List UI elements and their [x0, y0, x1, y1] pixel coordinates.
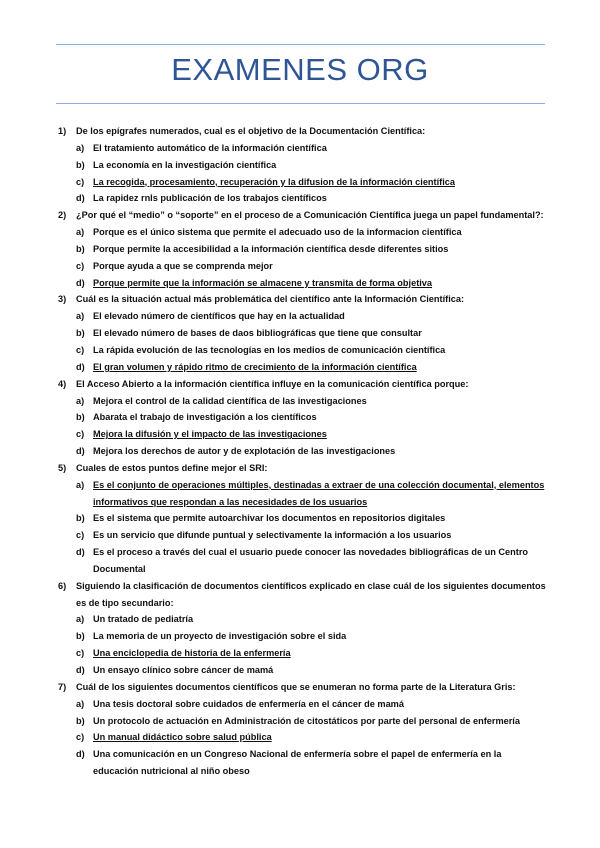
option-letter: c) — [76, 732, 85, 743]
option-letter: d) — [76, 277, 85, 288]
option — [76, 696, 548, 713]
option-text: Un tratado de pediatría — [93, 614, 194, 625]
question — [58, 291, 548, 308]
question-number: 5) — [58, 462, 67, 473]
option-text: Un ensayo clínico sobre cáncer de mamá — [93, 665, 274, 675]
option — [76, 325, 548, 342]
option-letter: a) — [76, 479, 85, 490]
option-text: La recogida, procesamiento, recuperación y la difusion de la información científica — [93, 176, 455, 187]
top-rule — [56, 44, 545, 45]
option-letter: b) — [76, 513, 85, 524]
question-text: De los epígrafes numerados, cual es el objetivo de la Documentación Científica: — [76, 126, 426, 136]
question-text: Cuál es la situación actual más problemática del científico ante la Información Científica: — [76, 294, 465, 305]
option-text: El tratamiento automático de la información científica — [93, 142, 327, 153]
option — [76, 393, 548, 410]
question — [58, 679, 548, 696]
option — [76, 190, 548, 207]
option — [76, 611, 548, 628]
option — [76, 342, 548, 359]
option-text: Mejora los derechos de autor y de explotación de las investigaciones — [93, 446, 396, 457]
option-text: Porque permite que la información se almacene y transmita de forma objetiva — [93, 277, 433, 288]
question — [58, 578, 548, 612]
option-text: La rápida evolución de las tecnologías en los medios de comunicación científica — [93, 344, 446, 355]
option-letter: a) — [76, 311, 85, 322]
question-number: 2) — [58, 210, 67, 221]
option-text: El elevado número de bases de daos bibliográficas que tiene que consultar — [93, 328, 422, 339]
option — [76, 224, 548, 241]
option-text: Porque es el único sistema que permite el adecuado uso de la informacion científica — [93, 227, 462, 238]
option-letter: b) — [76, 715, 85, 726]
option-letter: d) — [76, 547, 85, 558]
option-text: La economía en la investigación científica — [93, 159, 277, 170]
option-letter: b) — [76, 412, 85, 423]
option-letter: a) — [76, 395, 85, 406]
option-letter: d) — [76, 749, 85, 760]
title-rule — [56, 103, 545, 104]
option — [76, 746, 548, 780]
option — [76, 662, 548, 679]
option-correct — [76, 426, 548, 443]
question-number: 4) — [58, 378, 67, 389]
question — [58, 460, 548, 477]
option-correct — [76, 729, 548, 746]
option-letter: a) — [76, 698, 85, 709]
option-text: Porque ayuda a que se comprenda mejor — [93, 260, 273, 271]
question — [58, 376, 548, 393]
question-text: Siguiendo la clasificación de documentos científicos explicado en clase cuál de los siguientes documentos es de tipo secundario: — [76, 580, 546, 608]
option-letter: a) — [76, 227, 85, 238]
option-text: Porque permite la accesibilidad a la información científica desde diferentes sitios — [93, 243, 449, 254]
question — [58, 123, 548, 140]
option — [76, 140, 548, 157]
option-letter: a) — [76, 614, 85, 625]
option-letter: c) — [76, 429, 85, 440]
option-letter: d) — [76, 361, 85, 372]
option-letter: d) — [76, 193, 85, 204]
option-text: Es el sistema que permite autoarchivar los documentos en repositorios digitales — [93, 513, 446, 524]
option-letter: d) — [76, 665, 85, 675]
option-letter: c) — [76, 260, 85, 271]
question-number: 3) — [58, 294, 67, 305]
option-text: Una enciclopedia de historia de la enfermería — [93, 648, 291, 659]
option-text: Es el proceso a través del cual el usuario puede conocer las novedades bibliográficas de un Centro Documental — [93, 547, 529, 574]
option — [76, 443, 548, 460]
option-correct — [76, 359, 548, 376]
option-text: Mejora la difusión y el impacto de las investigaciones — [93, 429, 327, 440]
option — [76, 308, 548, 325]
question — [58, 207, 548, 224]
option-text: Abarata el trabajo de investigación a los científicos — [93, 412, 317, 423]
option — [76, 713, 548, 730]
option-letter: d) — [76, 446, 85, 457]
option-letter: c) — [76, 344, 85, 355]
option — [76, 628, 548, 645]
option-letter: b) — [76, 631, 85, 642]
option-text: Es un servicio que difunde puntual y selectivamente la información a los usuarios — [93, 530, 452, 541]
question-text: Cuales de estos puntos define mejor el SRI: — [76, 462, 268, 473]
option — [76, 241, 548, 258]
option-text: La rapidez rnls publicación de los trabajos científicos — [93, 193, 327, 204]
option-text: El gran volumen y rápido ritmo de crecimiento de la información científica — [93, 361, 417, 372]
question-list — [58, 123, 548, 780]
question-number: 6) — [58, 580, 67, 591]
option-correct — [76, 174, 548, 191]
option-letter: c) — [76, 176, 85, 187]
option — [76, 510, 548, 527]
question-text: El Acceso Abierto a la información científica influye en la comunicación científica porque: — [76, 378, 469, 389]
option-text: El elevado número de científicos que hay en la actualidad — [93, 311, 345, 322]
option — [76, 544, 548, 578]
question-number: 7) — [58, 681, 67, 692]
option — [76, 527, 548, 544]
document-title: EXAMENES ORG — [171, 52, 429, 87]
option-text: Es el conjunto de operaciones múltiples, destinadas a extraer de una colección documental, elementos informativos que respondan a las necesidades de los usuarios — [93, 479, 545, 507]
option-letter: a) — [76, 142, 85, 153]
option-correct — [76, 477, 548, 511]
option-letter: b) — [76, 328, 85, 339]
option-text: La memoria de un proyecto de investigación sobre el sida — [93, 631, 347, 642]
question-number: 1) — [58, 126, 67, 136]
option-text: Un manual didáctico sobre salud pública — [93, 732, 272, 743]
option-letter: c) — [76, 530, 85, 541]
option — [76, 157, 548, 174]
option-text: Mejora el control de la calidad científica de las investigaciones — [93, 395, 367, 406]
option — [76, 258, 548, 275]
option-correct — [76, 645, 548, 662]
option-text: Una comunicación en un Congreso Nacional de enfermería sobre el papel de enfermería en la educación nutricional al niño obeso — [93, 749, 502, 777]
option-correct — [76, 275, 548, 292]
question-text: Cuál de los siguientes documentos científicos que se enumeran no forma parte de la Literatura Gris: — [76, 681, 516, 692]
option-letter: b) — [76, 243, 85, 254]
option-text: Un protocolo de actuación en Administración de citostáticos por parte del personal de enfermería — [93, 715, 520, 726]
option-letter: b) — [76, 159, 85, 170]
option — [76, 409, 548, 426]
option-text: Una tesis doctoral sobre cuidados de enfermería en el cáncer de mamá — [93, 698, 404, 709]
option-letter: c) — [76, 648, 85, 659]
question-text: ¿Por qué el “medio” o “soporte” en el proceso de a Comunicación Científica juega un papel fundamental?: — [76, 210, 544, 221]
